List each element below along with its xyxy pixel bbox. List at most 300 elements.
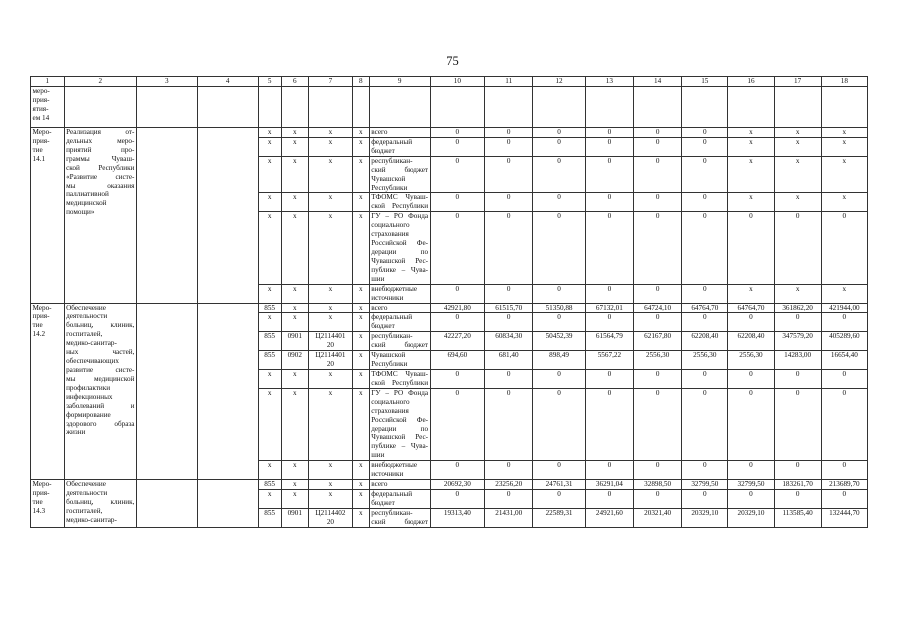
grbs-code: 855 <box>258 332 281 351</box>
funding-value: 0 <box>634 284 682 303</box>
text-line: 20 <box>326 517 335 526</box>
funding-value: 22589,31 <box>533 508 585 527</box>
text-line: всего <box>371 303 388 312</box>
responsible-cell <box>136 480 197 528</box>
table-row <box>31 128 868 138</box>
text-line: медико-санитар- <box>66 339 117 348</box>
text-line: 14.2 <box>32 330 46 339</box>
grbs-code: x <box>258 156 281 193</box>
text-line: федеральный <box>371 313 413 322</box>
funding-value: 0 <box>634 137 682 156</box>
funding-value: 0 <box>682 388 728 460</box>
text-line: x <box>328 303 333 312</box>
section-code: x <box>281 128 308 138</box>
funding-value: 0 <box>634 212 682 284</box>
event-label <box>31 480 65 528</box>
funding-value: 0 <box>533 156 585 193</box>
page-number: 75 <box>446 54 459 68</box>
text-line: Чувашской <box>371 174 406 183</box>
funding-source <box>369 489 430 508</box>
funding-value: 62208,40 <box>728 332 774 351</box>
empty-cell <box>258 87 281 128</box>
funding-value: 0 <box>485 313 533 332</box>
funding-value: 2556,30 <box>682 351 728 370</box>
text-line: x <box>328 137 333 146</box>
target-article-code <box>308 489 352 508</box>
target-article-code <box>308 332 352 351</box>
empty-cell <box>281 87 308 128</box>
funding-value: 898,49 <box>533 351 585 370</box>
expense-type: x <box>352 332 369 351</box>
section-code: x <box>281 489 308 508</box>
text-line: Ц2114402 <box>315 508 346 517</box>
funding-value: 0 <box>585 461 633 480</box>
funding-value: 32898,50 <box>634 480 682 490</box>
target-article-code <box>308 508 352 527</box>
column-number: 3 <box>136 77 197 87</box>
text-line: x <box>328 388 333 397</box>
funding-value: 0 <box>430 388 485 460</box>
text-line: x <box>328 193 333 202</box>
funding-value: 64724,10 <box>634 303 682 313</box>
column-number: 13 <box>585 77 633 87</box>
funding-source <box>369 137 430 156</box>
funding-value: 62208,40 <box>682 332 728 351</box>
column-number: 17 <box>774 77 821 87</box>
funding-value: 20329,10 <box>728 508 774 527</box>
funding-value: 42921,80 <box>430 303 485 313</box>
grbs-code: x <box>258 313 281 332</box>
table-row <box>31 303 868 313</box>
funding-value: 361862,20 <box>774 303 821 313</box>
target-article-code <box>308 388 352 460</box>
text-line: тие <box>32 497 43 506</box>
section-code: x <box>281 156 308 193</box>
text-line: страхования <box>371 230 409 239</box>
empty-cell <box>136 87 197 128</box>
text-line: публике – Чува- <box>371 265 429 274</box>
funding-value: 42227,20 <box>430 332 485 351</box>
text-line: медико-санитар- <box>66 515 117 524</box>
target-article-code <box>308 193 352 212</box>
text-line: внебюджетные <box>371 284 418 293</box>
funding-value: 0 <box>430 128 485 138</box>
funding-value: x <box>774 284 821 303</box>
text-line: ский бюджет <box>371 341 429 350</box>
text-line: развитие систе- <box>66 365 135 374</box>
text-line: заболеваний и <box>66 401 135 410</box>
text-line: граммы Чуваш- <box>66 154 135 163</box>
table-row <box>31 480 868 490</box>
funding-value: x <box>821 137 867 156</box>
grbs-code: 855 <box>258 508 281 527</box>
funding-value: 0 <box>585 156 633 193</box>
text-line: социального <box>371 221 410 230</box>
funding-value: 23256,20 <box>485 480 533 490</box>
grbs-code: 855 <box>258 351 281 370</box>
text-line: Республики <box>371 360 408 369</box>
funding-source <box>369 332 430 351</box>
text-line: ТФОМС Чуваш- <box>371 369 429 378</box>
text-line: мы оказания <box>66 181 135 190</box>
expense-type: x <box>352 489 369 508</box>
grbs-code: 855 <box>258 480 281 490</box>
expense-type: x <box>352 284 369 303</box>
target-article-code <box>308 480 352 490</box>
funding-value: 0 <box>821 461 867 480</box>
funding-value: 2556,30 <box>634 351 682 370</box>
text-line: внебюджетные <box>371 461 418 470</box>
funding-value: 14283,00 <box>774 351 821 370</box>
text-line: Меро- <box>32 128 52 136</box>
funding-value: x <box>821 156 867 193</box>
grbs-code: x <box>258 212 281 284</box>
empty-cell <box>197 87 258 128</box>
funding-value: 0 <box>774 369 821 388</box>
funding-value: 61515,70 <box>485 303 533 313</box>
funding-value: 405289,60 <box>821 332 867 351</box>
empty-cell <box>369 87 430 128</box>
text-line: прия- <box>32 136 50 145</box>
funding-value: 0 <box>821 212 867 284</box>
funding-source <box>369 480 430 490</box>
funding-value: 0 <box>533 128 585 138</box>
funding-value: 67132,01 <box>585 303 633 313</box>
text-line: источники <box>371 470 404 479</box>
text-line: 20 <box>326 341 335 350</box>
text-line: 14.1 <box>32 154 46 163</box>
text-line: Российской Фе- <box>371 415 429 424</box>
funding-value: 0 <box>585 313 633 332</box>
funding-value: 0 <box>430 137 485 156</box>
text-line: x <box>328 212 333 221</box>
target-article-code <box>308 461 352 480</box>
funding-value: x <box>774 193 821 212</box>
expense-type: x <box>352 212 369 284</box>
funding-value: 36291,04 <box>585 480 633 490</box>
text-line: 20 <box>326 360 335 369</box>
funding-value: x <box>728 284 774 303</box>
funding-value: 421944,00 <box>821 303 867 313</box>
funding-value: 32799,50 <box>682 480 728 490</box>
funding-value: 0 <box>682 284 728 303</box>
event-description <box>64 480 136 528</box>
text-line: Ц2114401 <box>315 332 346 341</box>
funding-value: 0 <box>585 137 633 156</box>
text-line: прия- <box>32 95 50 104</box>
text-line: больниц, клиник, <box>66 321 135 330</box>
section-code: x <box>281 369 308 388</box>
funding-value: 20329,10 <box>682 508 728 527</box>
funding-value: 0 <box>485 388 533 460</box>
text-line: деятельности <box>66 312 108 321</box>
funding-value: 0 <box>585 284 633 303</box>
column-number: 9 <box>369 77 430 87</box>
text-line: бюджет <box>371 322 395 331</box>
expense-type: x <box>352 508 369 527</box>
funding-value: 0 <box>728 461 774 480</box>
funding-value: 0 <box>533 193 585 212</box>
funding-value: 61564,79 <box>585 332 633 351</box>
funding-value: 0 <box>430 489 485 508</box>
target-indicator-cell <box>197 128 258 304</box>
funding-value: x <box>774 128 821 138</box>
column-number: 18 <box>821 77 867 87</box>
funding-value: x <box>728 193 774 212</box>
column-number: 10 <box>430 77 485 87</box>
text-line: федеральный <box>371 137 413 146</box>
funding-value: 0 <box>533 313 585 332</box>
funding-value: x <box>728 156 774 193</box>
column-number: 1 <box>31 77 65 87</box>
funding-value: 0 <box>585 128 633 138</box>
funding-source <box>369 508 430 527</box>
funding-value: 0 <box>682 137 728 156</box>
table-body <box>31 77 868 528</box>
funding-value: 60834,30 <box>485 332 533 351</box>
text-line: Реализация от- <box>66 128 135 136</box>
funding-value: 0 <box>821 489 867 508</box>
funding-value: 20692,30 <box>430 480 485 490</box>
grbs-code: x <box>258 369 281 388</box>
empty-cell <box>774 87 821 128</box>
text-line: меро- <box>32 87 50 95</box>
funding-source <box>369 284 430 303</box>
funding-source <box>369 193 430 212</box>
funding-value: 19313,40 <box>430 508 485 527</box>
funding-value: x <box>728 128 774 138</box>
funding-value: 21431,00 <box>485 508 533 527</box>
text-line: республикан- <box>371 156 413 165</box>
funding-value: 0 <box>728 388 774 460</box>
column-number: 11 <box>485 77 533 87</box>
section-code: x <box>281 388 308 460</box>
text-line: Российской Фе- <box>371 239 429 248</box>
grbs-code: x <box>258 388 281 460</box>
text-line: республикан- <box>371 332 413 341</box>
empty-cell <box>634 87 682 128</box>
text-line: жизни <box>66 428 86 437</box>
text-line: республикан- <box>371 508 413 517</box>
funding-value: 0 <box>430 369 485 388</box>
grbs-code: x <box>258 489 281 508</box>
funding-value: 0 <box>533 212 585 284</box>
funding-value: 0 <box>585 489 633 508</box>
event-description <box>64 128 136 304</box>
funding-value: 0 <box>533 369 585 388</box>
funding-value: 32799,50 <box>728 480 774 490</box>
section-code: x <box>281 193 308 212</box>
program-table <box>30 76 868 528</box>
text-line: ГУ – РО Фонда <box>371 212 429 221</box>
empty-cell <box>821 87 867 128</box>
text-line: Ц2114401 <box>315 351 346 360</box>
funding-value: 183261,70 <box>774 480 821 490</box>
text-line: x <box>328 313 333 322</box>
empty-cell <box>485 87 533 128</box>
text-line: дельных меро- <box>66 136 135 145</box>
funding-value: 0 <box>430 212 485 284</box>
section-code: 0901 <box>281 332 308 351</box>
section-code: x <box>281 480 308 490</box>
funding-value: 0 <box>634 369 682 388</box>
funding-value: 0 <box>682 369 728 388</box>
column-number: 16 <box>728 77 774 87</box>
funding-value: x <box>728 137 774 156</box>
funding-value: 0 <box>634 461 682 480</box>
funding-source <box>369 212 430 284</box>
empty-cell <box>64 87 136 128</box>
target-article-code <box>308 313 352 332</box>
text-line: x <box>328 461 333 470</box>
expense-type: x <box>352 351 369 370</box>
funding-value: 0 <box>821 369 867 388</box>
text-line: профилактики <box>66 383 111 392</box>
text-line: страхования <box>371 406 409 415</box>
funding-value: 0 <box>634 388 682 460</box>
funding-value: 0 <box>485 489 533 508</box>
funding-value: x <box>821 128 867 138</box>
column-number: 6 <box>281 77 308 87</box>
expense-type: x <box>352 388 369 460</box>
funding-value: 0 <box>485 284 533 303</box>
funding-value: 0 <box>634 313 682 332</box>
expense-type: x <box>352 156 369 193</box>
event-description <box>64 303 136 480</box>
expense-type: x <box>352 369 369 388</box>
funding-value: 5567,22 <box>585 351 633 370</box>
text-line: Чувашской <box>371 351 406 360</box>
funding-source <box>369 388 430 460</box>
column-number: 5 <box>258 77 281 87</box>
funding-source <box>369 128 430 138</box>
text-line: тие <box>32 321 43 330</box>
column-number: 4 <box>197 77 258 87</box>
column-number: 12 <box>533 77 585 87</box>
text-line: формирование <box>66 410 111 419</box>
text-line: прия- <box>32 312 50 321</box>
section-code: 0901 <box>281 508 308 527</box>
expense-type: x <box>352 193 369 212</box>
expense-type: x <box>352 137 369 156</box>
column-number-row <box>31 77 868 87</box>
funding-value: 132444,70 <box>821 508 867 527</box>
funding-value: 0 <box>533 284 585 303</box>
funding-value: 0 <box>774 388 821 460</box>
text-line: госпиталей, <box>66 506 103 515</box>
funding-value: 0 <box>430 313 485 332</box>
funding-value: 0 <box>585 193 633 212</box>
funding-value: 20321,40 <box>634 508 682 527</box>
text-line: Обеспечение <box>66 480 106 489</box>
funding-value: 51350,88 <box>533 303 585 313</box>
text-line: обеспечивающих <box>66 357 119 366</box>
empty-cell <box>352 87 369 128</box>
expense-type: x <box>352 461 369 480</box>
target-article-code <box>308 156 352 193</box>
text-line: социального <box>371 397 410 406</box>
responsible-cell <box>136 303 197 480</box>
target-article-code <box>308 284 352 303</box>
funding-value: 0 <box>585 388 633 460</box>
target-article-code <box>308 351 352 370</box>
event-label <box>31 87 65 128</box>
target-indicator-cell <box>197 480 258 528</box>
column-number: 2 <box>64 77 136 87</box>
funding-source <box>369 461 430 480</box>
funding-value: 0 <box>430 156 485 193</box>
text-line: ской Республики <box>371 202 429 211</box>
funding-source <box>369 156 430 193</box>
funding-value: 16654,40 <box>821 351 867 370</box>
section-code: x <box>281 303 308 313</box>
funding-source <box>369 303 430 313</box>
funding-value: 213689,70 <box>821 480 867 490</box>
text-line: больниц, клиник, <box>66 497 135 506</box>
funding-value: 0 <box>682 128 728 138</box>
text-line: помощи» <box>66 208 95 217</box>
grbs-code: x <box>258 461 281 480</box>
funding-value: 2556,30 <box>728 351 774 370</box>
event-label <box>31 303 65 480</box>
funding-value: 0 <box>430 284 485 303</box>
funding-value: 0 <box>533 137 585 156</box>
section-code: x <box>281 461 308 480</box>
text-line: x <box>328 128 333 136</box>
funding-value: 0 <box>774 461 821 480</box>
funding-value: 0 <box>485 128 533 138</box>
funding-value: 0 <box>485 156 533 193</box>
responsible-cell <box>136 128 197 304</box>
funding-value: 0 <box>634 489 682 508</box>
text-line: Меро- <box>32 303 52 312</box>
funding-source <box>369 369 430 388</box>
funding-value: 0 <box>821 313 867 332</box>
funding-value: 64764,70 <box>682 303 728 313</box>
funding-value: 0 <box>533 388 585 460</box>
target-article-code <box>308 303 352 313</box>
text-line: ятия- <box>32 104 49 113</box>
target-article-code <box>308 128 352 138</box>
funding-value: 62167,80 <box>634 332 682 351</box>
column-number: 15 <box>682 77 728 87</box>
text-line: бюджет <box>371 498 395 507</box>
text-line: приятий про- <box>66 145 135 154</box>
funding-value: 0 <box>485 193 533 212</box>
text-line: дерации по <box>371 247 429 256</box>
text-line: паллиативной <box>66 190 109 199</box>
empty-cell <box>585 87 633 128</box>
column-number: 8 <box>352 77 369 87</box>
funding-value: 0 <box>634 156 682 193</box>
text-line: x <box>328 480 333 489</box>
target-article-code <box>308 137 352 156</box>
section-code: x <box>281 284 308 303</box>
funding-source <box>369 313 430 332</box>
funding-value: 0 <box>682 461 728 480</box>
funding-value: 0 <box>821 388 867 460</box>
empty-cell <box>308 87 352 128</box>
text-line: «Развитие систе- <box>66 172 135 181</box>
text-line: госпиталей, <box>66 330 103 339</box>
expense-type: x <box>352 128 369 138</box>
funding-value: 0 <box>533 489 585 508</box>
text-line: медицинской <box>66 199 107 208</box>
expense-type: x <box>352 313 369 332</box>
text-line: публике – Чува- <box>371 442 429 451</box>
funding-value: 0 <box>774 489 821 508</box>
text-line: дерации по <box>371 424 429 433</box>
